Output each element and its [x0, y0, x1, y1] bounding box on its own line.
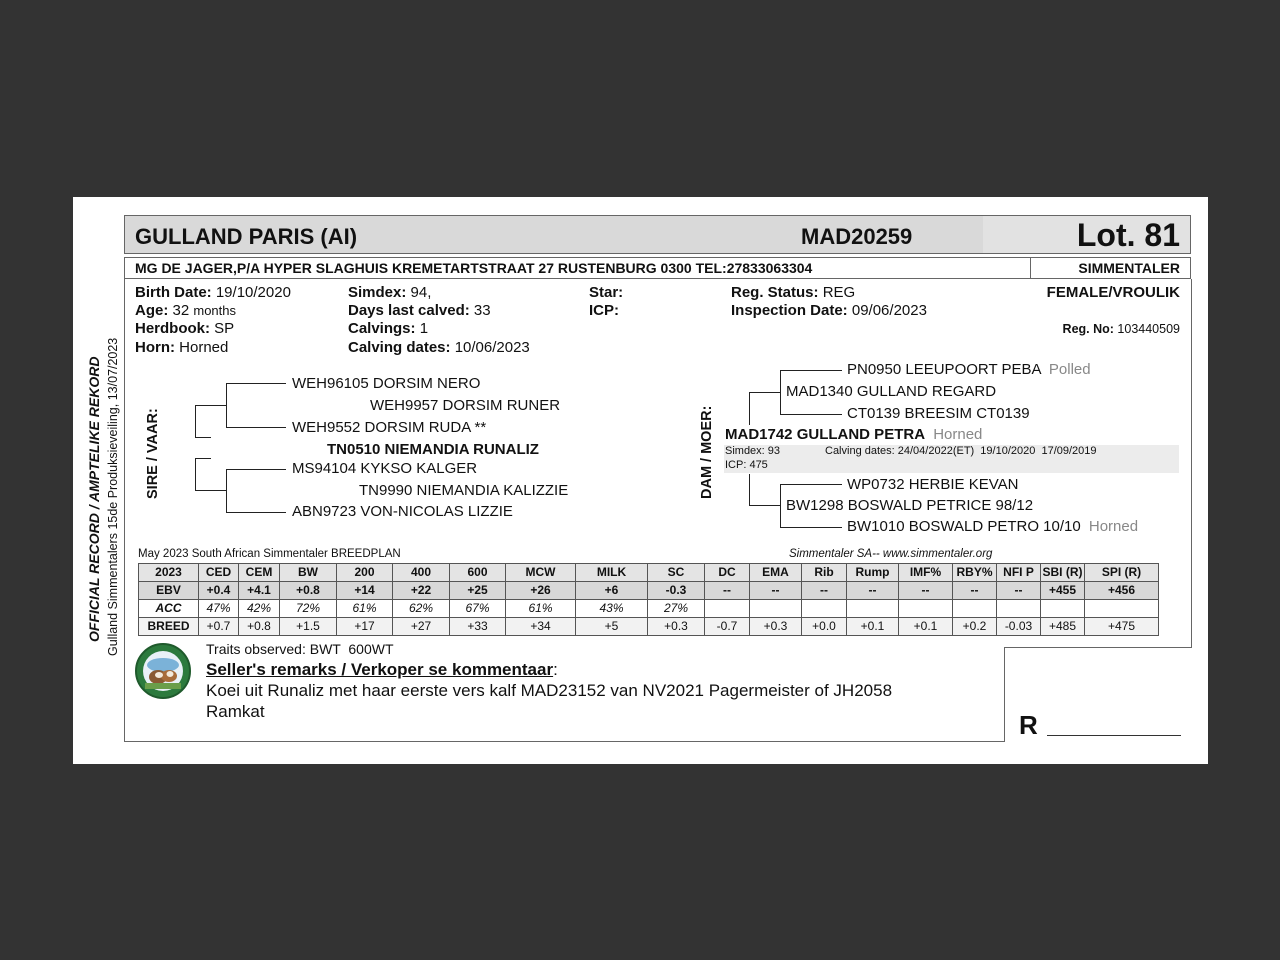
ebv-cell: +4.1 [239, 582, 280, 600]
table-header-cell: DC [705, 564, 750, 582]
calvings [348, 320, 428, 337]
table-header-cell: 200 [337, 564, 393, 582]
tree-line [749, 392, 780, 393]
ebv-cell: -- [953, 582, 997, 600]
main-frame-left [124, 279, 125, 742]
tree-line [749, 474, 750, 506]
herdbook-value: SP [214, 320, 235, 337]
herdbook [135, 320, 234, 337]
acc-cell: 67% [450, 600, 506, 618]
acc-cell: 61% [337, 600, 393, 618]
tree-line [780, 370, 781, 414]
animal-reg-id: MAD20259 [801, 224, 913, 249]
dam-sire-sire-note: Polled [1048, 361, 1091, 378]
table-row-label: ACC [139, 600, 199, 618]
breedplan-caption: May 2023 South African Simmentaler BREEDPLAN [138, 548, 401, 560]
tree-line [195, 405, 226, 406]
ebv-cell: +0.8 [280, 582, 337, 600]
reg-no-label: Reg. No: [1062, 322, 1114, 336]
event-label: Gulland Simmentalers 15de Produksieveiling, 13/07/2023 [106, 337, 120, 656]
inspection-label: Inspection Date: [731, 302, 848, 319]
ebv-cell: -- [705, 582, 750, 600]
breed-cell: +0.0 [802, 618, 847, 636]
tree-line [780, 484, 842, 485]
ebv-cell: -- [802, 582, 847, 600]
breed-cell: -0.7 [705, 618, 750, 636]
breed-cell: +485 [1041, 618, 1085, 636]
calving-dates [348, 339, 530, 356]
remarks-title: Seller's remarks / Verkoper se kommentaar [206, 660, 554, 679]
main-frame-right [1191, 279, 1192, 648]
reg-no [1063, 322, 1180, 336]
price-symbol: R [1019, 710, 1038, 740]
breed-cell: +0.7 [199, 618, 239, 636]
breedplan-website: Simmentaler SA-- www.simmentaler.org [789, 548, 993, 560]
sire-dam: TN9990 NIEMANDIA KALIZZIE [359, 482, 569, 499]
days-last-calved [348, 302, 491, 319]
sire-side-label: SIRE / VAAR: [145, 408, 161, 499]
dam-icp: ICP: 475 [725, 459, 768, 471]
table-header-cell: 400 [393, 564, 450, 582]
table-header-cell: CEM [239, 564, 280, 582]
ebv-cell: -0.3 [648, 582, 705, 600]
tree-line [226, 512, 286, 513]
sire-dam-sire: MS94104 KYKSO KALGER [292, 460, 478, 477]
breed-cell: +0.3 [648, 618, 705, 636]
days-value: 33 [473, 302, 491, 319]
reg-no-value: 103440509 [1117, 322, 1180, 336]
acc-cell: 47% [199, 600, 239, 618]
acc-cell [1041, 600, 1085, 618]
age-label: Age: [135, 302, 169, 319]
acc-cell [1085, 600, 1159, 618]
tree-line [749, 505, 780, 506]
breed-cell: +475 [1085, 618, 1159, 636]
simdex [348, 284, 431, 301]
sex-label: FEMALE/VROULIK [1046, 284, 1180, 301]
breed-cell: +0.3 [750, 618, 802, 636]
age-unit: months [193, 303, 237, 318]
tree-line [780, 484, 781, 527]
price-input-line[interactable] [1047, 735, 1181, 736]
dam-side-label: DAM / MOER: [699, 405, 715, 499]
tree-line [226, 427, 286, 428]
breed-cell: +0.2 [953, 618, 997, 636]
remarks-colon: : [553, 660, 558, 679]
dam-horn-note: Horned [933, 426, 983, 443]
table-header-cell: BW [280, 564, 337, 582]
ebv-cell: -- [997, 582, 1041, 600]
breed-cell: -0.03 [997, 618, 1041, 636]
table-header-cell: Rib [802, 564, 847, 582]
tree-line [195, 405, 196, 438]
acc-cell [997, 600, 1041, 618]
tree-line [749, 392, 750, 425]
tree-line [195, 437, 211, 438]
dam-simdex: Simdex: 93 [725, 445, 781, 457]
sire-dam-dam: ABN9723 VON-NICOLAS LIZZIE [292, 503, 513, 520]
dam-dam-dam-name: BW1010 BOSWALD PETRO 10/10 [847, 518, 1081, 535]
sire-sire-sire: WEH96105 DORSIM NERO [292, 375, 481, 392]
tree-line [195, 458, 196, 490]
reg-status-value: REG [822, 284, 856, 301]
breedplan-table [138, 563, 1159, 636]
icp-label: ICP: [589, 302, 619, 319]
acc-cell: 43% [576, 600, 648, 618]
calvings-value: 1 [419, 320, 429, 337]
dam-dam-sire: WP0732 HERBIE KEVAN [847, 476, 1019, 493]
table-header-cell: EMA [750, 564, 802, 582]
acc-cell [953, 600, 997, 618]
dam-sire-sire-name: PN0950 LEEUPOORT PEBA [847, 361, 1041, 378]
horn-label: Horn: [135, 339, 175, 356]
price-box-left [1004, 647, 1005, 742]
herdbook-label: Herdbook: [135, 320, 210, 337]
ebv-cell: +456 [1085, 582, 1159, 600]
age-value: 32 [172, 302, 190, 319]
birth-date-label: Birth Date: [135, 284, 212, 301]
horn-value: Horned [179, 339, 229, 356]
inspection-date [731, 302, 927, 319]
days-label: Days last calved: [348, 302, 470, 319]
breed-cell: +27 [393, 618, 450, 636]
ebv-cell: +22 [393, 582, 450, 600]
table-header-cell: RBY% [953, 564, 997, 582]
simmentaler-logo-icon [135, 643, 191, 699]
dam-calving-dates: Calving dates: 24/04/2022(ET) 19/10/2020 17/09/2019 [825, 445, 1097, 457]
table-header-row [139, 564, 1159, 582]
ebv-cell: +25 [450, 582, 506, 600]
breed-cell: +17 [337, 618, 393, 636]
breed-cell: +0.1 [899, 618, 953, 636]
acc-cell: 62% [393, 600, 450, 618]
ebv-cell: +0.4 [199, 582, 239, 600]
breed-cell: +1.5 [280, 618, 337, 636]
table-header-cell: CED [199, 564, 239, 582]
acc-cell [750, 600, 802, 618]
reg-status-label: Reg. Status: [731, 284, 819, 301]
tree-line [226, 469, 227, 512]
table-row-label: EBV [139, 582, 199, 600]
table-header-cell: NFI P [997, 564, 1041, 582]
table-header-cell: MILK [576, 564, 648, 582]
owner-divider [1030, 257, 1031, 279]
ebv-cell: -- [750, 582, 802, 600]
table-header-cell: Rump [847, 564, 899, 582]
tree-line [226, 383, 286, 384]
ebv-cell: +455 [1041, 582, 1085, 600]
acc-cell [802, 600, 847, 618]
lot-number: Lot. 81 [1076, 217, 1180, 253]
acc-cell: 42% [239, 600, 280, 618]
horn [135, 339, 228, 356]
owner-line: MG DE JAGER,P/A HYPER SLAGHUIS KREMETARTSTRAAT 27 RUSTENBURG 0300 TEL:27833063304 [135, 260, 813, 276]
calving-dates-label: Calving dates: [348, 339, 451, 356]
breed-cell: +0.8 [239, 618, 280, 636]
inspection-value: 09/06/2023 [851, 302, 927, 319]
breed-cell: +5 [576, 618, 648, 636]
tree-line [226, 383, 227, 427]
table-header-cell: SC [648, 564, 705, 582]
simdex-value: 94, [410, 284, 432, 301]
acc-cell: 27% [648, 600, 705, 618]
sire-sire-dam: WEH9552 DORSIM RUDA ** [292, 419, 487, 436]
dam-sire-sire [847, 361, 1091, 378]
dam-name: MAD1742 GULLAND PETRA [725, 426, 926, 443]
animal-name: GULLAND PARIS (AI) [135, 224, 358, 249]
age [135, 302, 236, 319]
breed-name: SIMMENTALER [1078, 260, 1180, 276]
dam-dam-dam [847, 518, 1138, 535]
tree-line [226, 469, 286, 470]
acc-cell [899, 600, 953, 618]
ebv-cell: +26 [506, 582, 576, 600]
calvings-label: Calvings: [348, 320, 416, 337]
reg-status [731, 284, 855, 301]
remarks-line-1: Koei uit Runaliz met haar eerste vers kalf MAD23152 van NV2021 Pagermeister of JH2058 [206, 681, 893, 700]
sire-name: TN0510 NIEMANDIA RUNALIZ [327, 441, 539, 458]
tree-line [780, 527, 842, 528]
remarks-line-2: Ramkat [206, 702, 265, 721]
price-box-top [1004, 647, 1192, 648]
table-header-cell: SPI (R) [1085, 564, 1159, 582]
table-row-label: 2023 [139, 564, 199, 582]
table-header-cell: 600 [450, 564, 506, 582]
star-label: Star: [589, 284, 624, 301]
ebv-cell: -- [847, 582, 899, 600]
breed-cell: +33 [450, 618, 506, 636]
table-row [139, 582, 1159, 600]
ebv-cell: +6 [576, 582, 648, 600]
main-frame-bottom [124, 741, 1005, 742]
birth-date-value: 19/10/2020 [215, 284, 291, 301]
table-row [139, 618, 1159, 636]
acc-cell [705, 600, 750, 618]
table-row [139, 600, 1159, 618]
table-header-cell: IMF% [899, 564, 953, 582]
dam-name-row [725, 426, 982, 443]
sire-sire: WEH9957 DORSIM RUNER [370, 397, 561, 414]
simdex-label: Simdex: [348, 284, 407, 301]
tree-line [780, 370, 842, 371]
dam-sire-dam: CT0139 BREESIM CT0139 [847, 405, 1030, 422]
tree-line [195, 458, 211, 459]
ebv-cell: +14 [337, 582, 393, 600]
calving-dates-value: 10/06/2023 [454, 339, 530, 356]
dam-dam: BW1298 BOSWALD PETRICE 98/12 [786, 497, 1034, 514]
official-record-label: OFFICIAL RECORD / AMPTELIKE REKORD [86, 356, 102, 642]
table-header-cell: MCW [506, 564, 576, 582]
table-header-cell: SBI (R) [1041, 564, 1085, 582]
breed-cell: +34 [506, 618, 576, 636]
ebv-cell: -- [899, 582, 953, 600]
acc-cell: 72% [280, 600, 337, 618]
acc-cell: 61% [506, 600, 576, 618]
breed-cell: +0.1 [847, 618, 899, 636]
remarks-title-row [206, 660, 558, 680]
acc-cell [847, 600, 899, 618]
tree-line [780, 414, 842, 415]
traits-observed: Traits observed: BWT 600WT [206, 641, 394, 657]
table-row-label: BREED [139, 618, 199, 636]
birth-date [135, 284, 291, 301]
dam-dam-dam-note: Horned [1088, 518, 1139, 535]
tree-line [195, 490, 226, 491]
dam-sire: MAD1340 GULLAND REGARD [786, 383, 997, 400]
